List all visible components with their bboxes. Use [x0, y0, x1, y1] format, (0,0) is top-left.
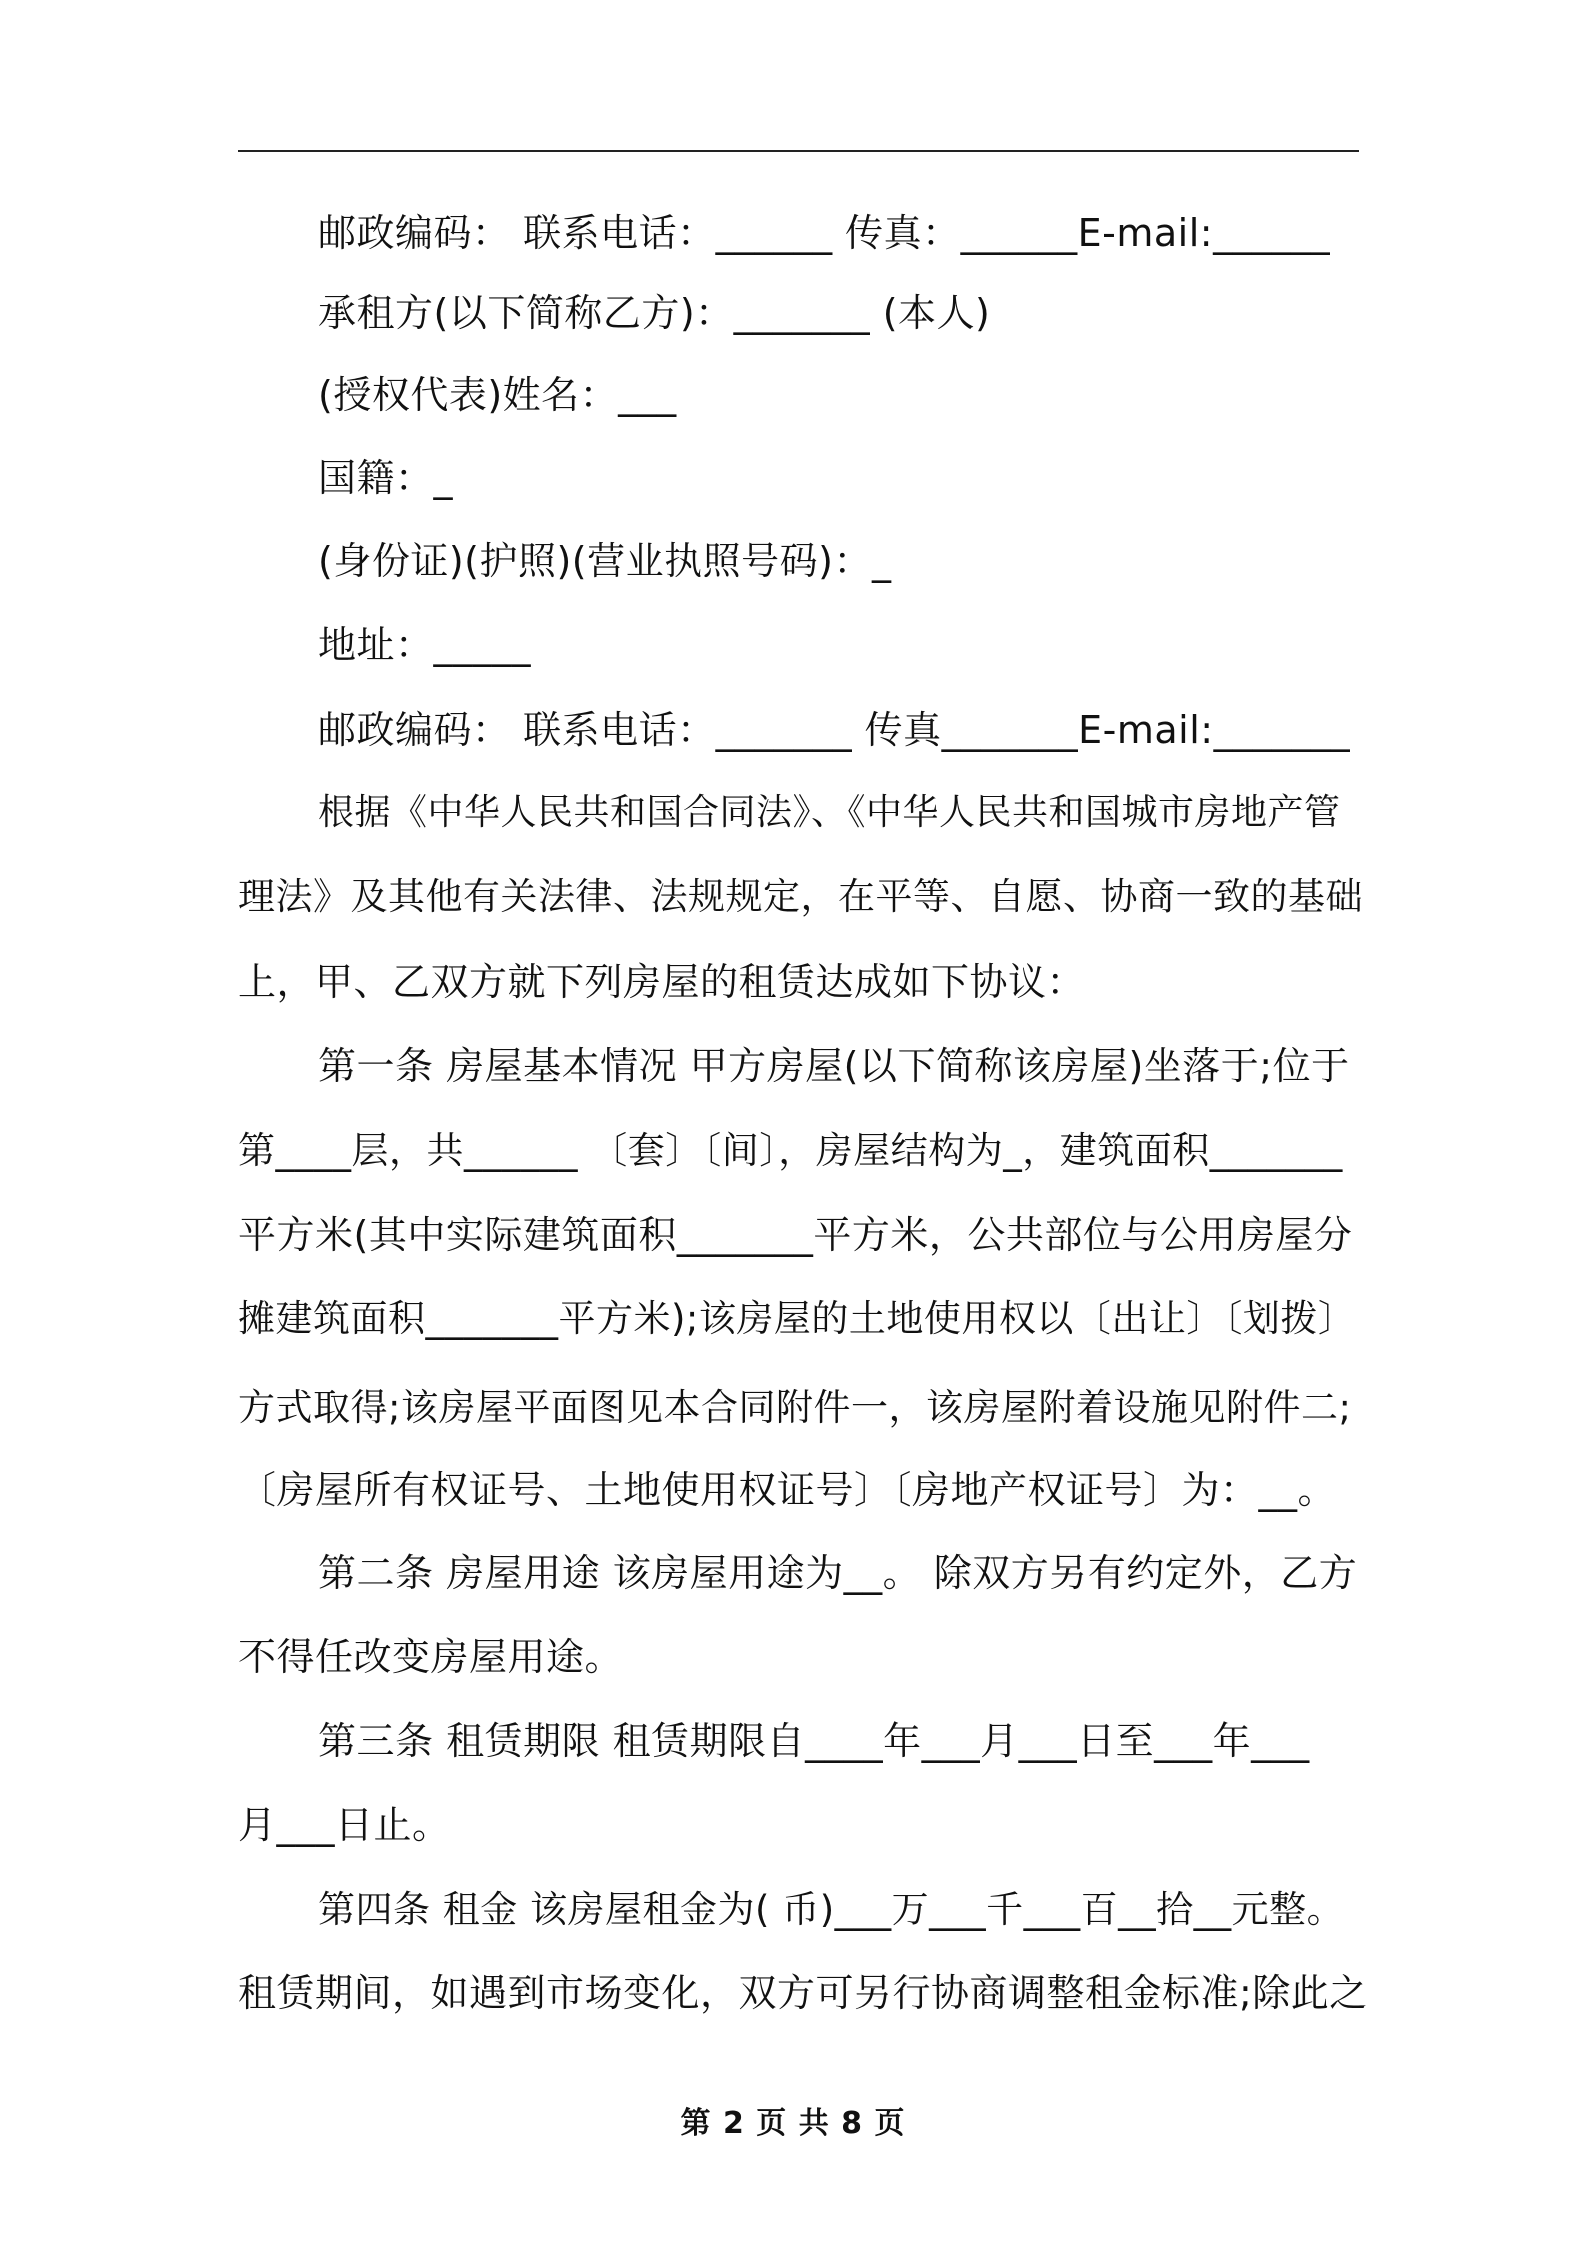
text-line: 邮政编码： 联系电话：______ 传真：______E-mail:______	[318, 211, 1331, 255]
text-line: 第四条 租金 该房屋租金为( 币)___万___千___百__拾__元整。	[318, 1888, 1345, 1931]
text-line: 第三条 租赁期限 租赁期限自____年___月___日至___年___	[318, 1719, 1310, 1763]
text-line: 国籍：_	[318, 456, 454, 500]
text-line: 第____层，共______ 〔套〕〔间〕，房屋结构为_，建筑面积_______	[238, 1129, 1343, 1172]
text-line: 第一条 房屋基本情况 甲方房屋(以下简称该房屋)坐落于;位于	[318, 1044, 1350, 1088]
text-line: 根据《中华人民共和国合同法》、《中华人民共和国城市房地产管	[318, 792, 1341, 833]
text-line: 不得任改变房屋用途。	[238, 1635, 624, 1679]
text-line: 承租方(以下简称乙方)：_______ (本人)	[318, 291, 991, 335]
text-line: 地址：_____	[318, 623, 532, 667]
text-line: 月___日止。	[238, 1803, 451, 1847]
text-line: 上，甲、乙双方就下列房屋的租赁达成如下协议：	[238, 960, 1086, 1004]
page-indicator: 第 2 页 共 8 页	[680, 2106, 906, 2141]
text-line: 理法》及其他有关法律、法规规定，在平等、自愿、协商一致的基础	[238, 875, 1363, 918]
text-line: 〔房屋所有权证号、土地使用权证号〕〔房地产权证号〕为：__。	[238, 1468, 1337, 1512]
header-rule	[238, 150, 1359, 152]
text-line: 方式取得;该房屋平面图见本合同附件一，该房屋附着设施见附件二;	[238, 1386, 1352, 1429]
text-line: 第二条 房屋用途 该房屋用途为__。 除双方另有约定外，乙方	[318, 1551, 1358, 1595]
text-line: 租赁期间，如遇到市场变化，双方可另行协商调整租金标准;除此之	[238, 1971, 1368, 2015]
text-line: 邮政编码： 联系电话：_______ 传真_______E-mail:_______	[318, 708, 1351, 752]
text-line: 摊建筑面积_______平方米);该房屋的土地使用权以〔出让〕〔划拨〕	[238, 1297, 1356, 1340]
text-line: 平方米(其中实际建筑面积_______平方米，公共部位与公用房屋分	[238, 1213, 1353, 1257]
text-line: (授权代表)姓名：___	[318, 373, 677, 417]
text-line: (身份证)(护照)(营业执照号码)：_	[318, 539, 892, 583]
